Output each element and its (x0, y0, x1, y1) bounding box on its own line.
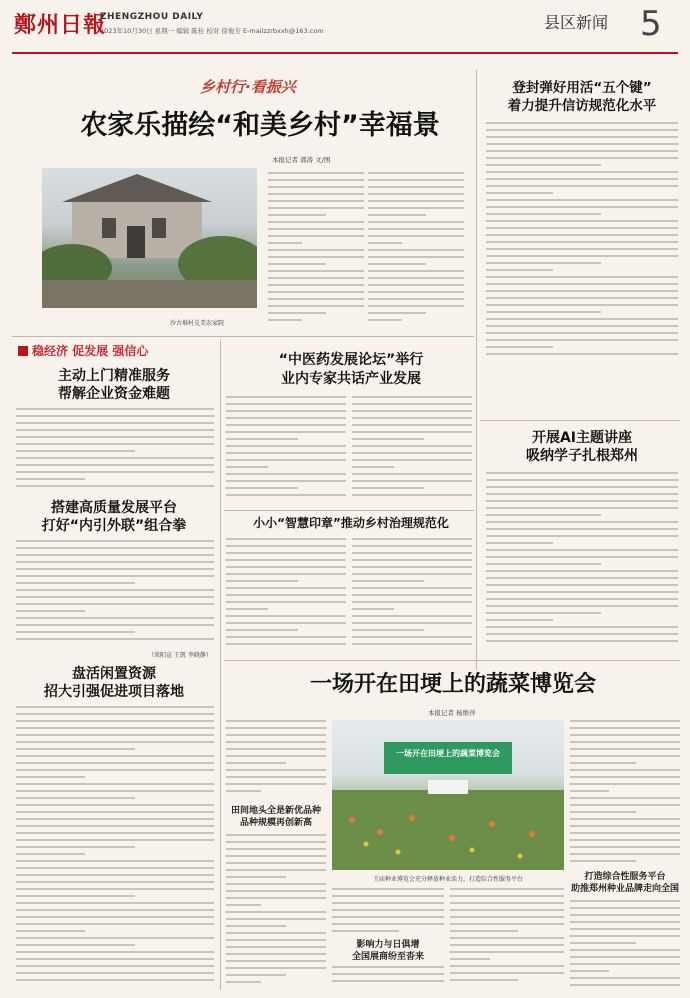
art2-headline-1: 搭建高质量发展平台 (51, 500, 177, 516)
rule-ai-top (480, 420, 680, 421)
art1-headline-2: 帮解企业资金难题 (58, 386, 170, 402)
art2-sign: （荥阳宣 王凯 李晓静） (148, 652, 212, 659)
art1-headline-1: 主动上门精准服务 (58, 368, 170, 384)
art3-text (16, 706, 214, 986)
expo-photo-caption: 王庙种业博览会充分释放种业活力，打造综合性服务平台 (372, 876, 523, 883)
ai-headline-1: 开展AI主题讲座 (531, 430, 633, 446)
feature-text-col2 (368, 172, 464, 332)
expo-sub3: 打造综合性服务平台 (584, 872, 666, 882)
masthead (0, 0, 690, 62)
expo-text-col1a (226, 720, 326, 802)
dengfeng-headline-2: 着力提升信访规范化水平 (507, 98, 657, 114)
economy-label (18, 342, 148, 359)
feature-byline: 本报记者 郭涛 文/图 (272, 156, 331, 164)
expo-text-col4b (570, 900, 680, 992)
expo-text-col2b (332, 966, 444, 992)
forum-headline-2: 业内专家共话产业发展 (281, 371, 421, 387)
expo-sub1: 田间地头全是新优品种 (230, 806, 321, 816)
column-rule-right (476, 70, 477, 670)
expo-headline: 一场开在田埂上的蔬菜博览会 (309, 672, 596, 697)
expo-photo (332, 720, 564, 870)
art2-headline-2: 打好“内引外联”组合拳 (41, 518, 187, 534)
forum-headline-1: “中医药发展论坛”举行 (278, 352, 424, 368)
expo-sub2: 影响力与日俱增 (356, 940, 420, 950)
art1-text (16, 408, 214, 494)
art3-headline-1: 盘活闲置资源 (72, 666, 156, 682)
expo-text-col1b (226, 834, 326, 990)
feature-text-col1 (268, 172, 364, 332)
feature-photo-caption: 沙古堆村兑美农家院 (170, 320, 225, 327)
ai-headline-2: 吸纳学子扎根郑州 (526, 448, 638, 464)
seal-text-col2 (352, 538, 472, 654)
economy-label-text: 稳经济 促发展 强信心 (32, 344, 149, 358)
issue-meta: 2023年10月30日 星期一 编辑 陈桂 校对 徐俊芳 E-mailzzrbxxh@163.com (100, 27, 324, 35)
art2-text (16, 540, 214, 650)
expo-photo-banner: 一场开在田埂上的蔬菜博览会 (396, 749, 500, 758)
rule-feature-bottom (12, 336, 474, 337)
expo-byline: 本报记者 杨维萍 (428, 709, 476, 717)
rule-expo-top (224, 660, 680, 661)
farmhouse-photo (42, 168, 257, 308)
expo-sub2b: 全国展商纷至沓来 (351, 952, 424, 962)
column-rule-left (220, 340, 221, 990)
seal-text-col1 (226, 538, 346, 654)
expo-sub1b: 品种规模再创新高 (239, 818, 312, 828)
rule-forum-bottom (224, 510, 474, 511)
art3-headline-2: 招大引强促进项目落地 (44, 684, 184, 700)
dengfeng-headline-1: 登封弹好用活“五个键” (512, 80, 652, 96)
masthead-rule (12, 52, 678, 54)
page-number: 5 (640, 4, 662, 44)
expo-text-col2a (332, 888, 444, 938)
section-name: 县区新闻 (544, 13, 609, 32)
ai-text (486, 472, 678, 652)
feature-tag: 乡村行·看振兴 (200, 78, 296, 96)
english-title: ZHENGZHOU DAILY (100, 12, 204, 22)
forum-text-col2 (352, 396, 472, 506)
expo-text-col3 (450, 888, 564, 992)
feature-headline: 农家乐描绘“和美乡村”幸福景 (80, 110, 440, 141)
expo-text-col4a (570, 720, 680, 868)
dengfeng-text (486, 122, 678, 362)
forum-text-col1 (226, 396, 346, 506)
newspaper-logo: 鄭州日報 (14, 12, 107, 38)
seal-headline: 小小“智慧印章”推动乡村治理规范化 (253, 516, 449, 530)
expo-sub3b: 助推郑州种业品牌走向全国 (570, 884, 679, 894)
label-square-icon (18, 346, 28, 356)
